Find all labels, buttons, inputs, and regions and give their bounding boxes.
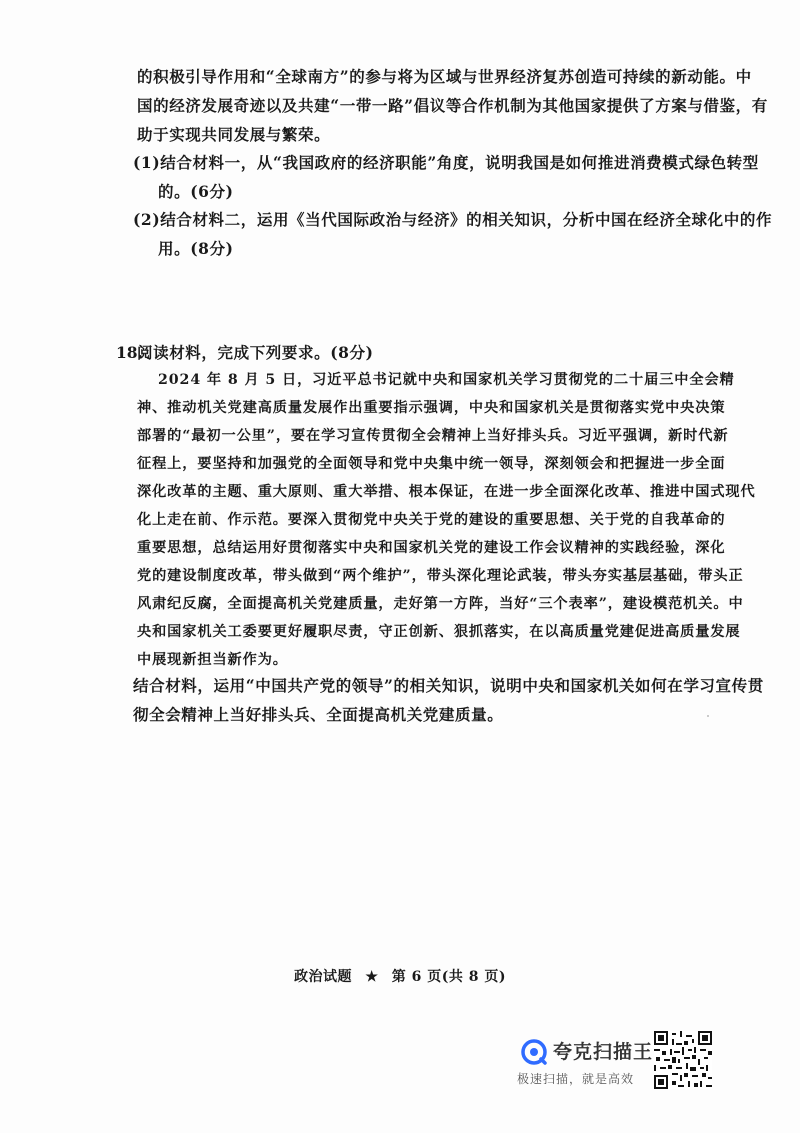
quark-logo-icon (521, 1039, 547, 1065)
q18-material-line-5: 深化改革的主题、重大原则、重大举措、根本保证，在进一步全面深化改革、推进中国式现代 (137, 484, 756, 500)
q17-sub1-line-2: 的。(6分) (158, 182, 234, 201)
q18-number: 18. (116, 343, 143, 362)
q18-material-line-8: 党的建设制度改革，带头做到“两个维护”，带头深化理论武装，带头夯实基层基础，带头正 (137, 568, 744, 584)
q18-material-line-7: 重要思想，总结运用好贯彻落实中央和国家机关党的建设工作会议精神的实践经验，深化 (137, 540, 726, 556)
continuation-line-2: 国的经济发展奇迹以及共建“一带一路”倡议等合作机制为其他国家提供了方案与借鉴，有 (137, 96, 768, 115)
q18-material-line-4: 征程上，要坚持和加强党的全面领导和党中央集中统一领导，深刻领会和把握进一步全面 (137, 456, 726, 472)
q18-question-line-2: 彻全会精神上当好排头兵、全面提高机关党建质量。 (133, 705, 504, 724)
q18-material-line-11: 中展现新担当新作为。 (137, 652, 288, 668)
q17-sub2-line-1: (2)结合材料二，运用《当代国际政治与经济》的相关知识，分析中国在经济全球化中的作 (133, 210, 773, 229)
footer-star: ★ (365, 969, 379, 985)
q17-sub1-line-1: (1)结合材料一，从“我国政府的经济职能”角度，说明我国是如何推进消费模式绿色转型 (133, 153, 759, 172)
page-footer (0, 966, 800, 986)
q18-material-line-10: 央和国家机关工委要更好履职尽责，守正创新、狠抓落实，在以高质量党建促进高质量发展 (137, 624, 741, 640)
scan-speck (707, 715, 709, 717)
q18-material-line-6: 化上走在前、作示范。要深入贯彻党中央关于党的建设的重要思想、关于党的自我革命的 (137, 512, 726, 528)
q18-material-line-2: 神、推动机关党建高质量发展作出重要指示强调，中央和国家机关是贯彻落实党中央决策 (137, 400, 726, 416)
footer-page-number: 第 6 页(共 8 页) (391, 969, 507, 985)
q18-material-line-3: 部署的“最初一公里”，要在学习宣传贯彻全会精神上当好排头兵。习近平强调，新时代新 (137, 428, 729, 444)
watermark-slogan: 极速扫描，就是高效 (517, 1072, 635, 1086)
q18-material-line-9: 风肃纪反腐，全面提高机关党建质量，走好第一方阵，当好“三个表率”，建设模范机关。中 (137, 596, 744, 612)
q17-sub2-line-2: 用。(8分) (158, 239, 234, 258)
watermark-name: 夸克扫描王 (553, 1041, 654, 1063)
continuation-line-3: 助于实现共同发展与繁荣。 (137, 125, 331, 144)
q18-material-line-1: 2024 年 8 月 5 日，习近平总书记就中央和国家机关学习贯彻党的二十届三中全会精 (158, 372, 735, 388)
continuation-line-1: 的积极引导作用和“全球南方”的参与将为区域与世界经济复苏创造可持续的新动能。中 (137, 67, 752, 86)
footer-subject: 政治试题 (293, 969, 352, 985)
q18-question-line-1: 结合材料，运用“中国共产党的领导”的相关知识，说明中央和国家机关如何在学习宣传贯 (133, 676, 764, 695)
qr-code-icon (654, 1031, 712, 1089)
q18-heading: 阅读材料，完成下列要求。(8分) (137, 343, 374, 362)
